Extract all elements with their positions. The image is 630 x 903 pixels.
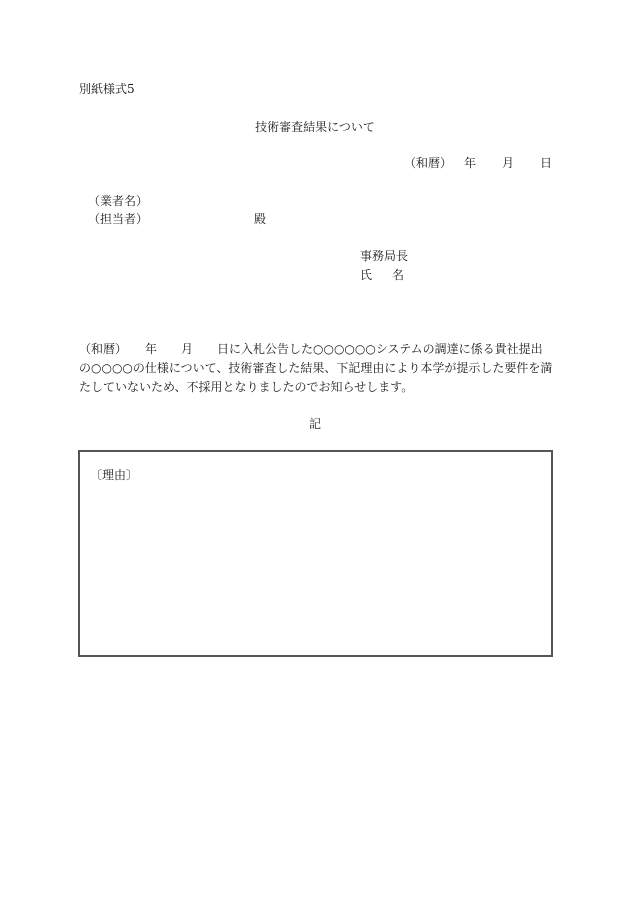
sender-name (360, 267, 404, 283)
sender-name-part2: 名 (392, 268, 405, 282)
body-paragraph (79, 340, 553, 397)
date-era-label: （和暦） (404, 156, 453, 170)
reason-box (78, 450, 553, 657)
addressee-company-label: （業者名） (88, 194, 149, 208)
sender-title: 事務局長 (360, 249, 409, 263)
date-year-unit: 年 (464, 156, 477, 170)
document-title: 技術審査結果について (255, 120, 375, 134)
body-line-1: （和暦） 年 月 日に入札公告した○○○○○○システムの調達に係る貴社提出 (79, 342, 543, 356)
addressee-person-label: （担当者） (88, 212, 149, 226)
sender-name-part1: 氏 (360, 268, 373, 282)
date-month-unit: 月 (502, 156, 515, 170)
note-mark: 記 (308, 417, 321, 431)
body-line-2: の○○○○の仕様について、技術審査した結果、下記理由により本学が提示した要件を満 (79, 361, 553, 375)
date-line (404, 155, 552, 171)
addressee-honorific: 殿 (254, 212, 267, 226)
reason-label: 〔理由〕 (90, 468, 139, 482)
form-number: 別紙様式5 (79, 82, 135, 96)
date-day-unit: 日 (540, 156, 553, 170)
body-line-3: たしていないため、不採用となりましたのでお知らせします。 (79, 380, 414, 394)
